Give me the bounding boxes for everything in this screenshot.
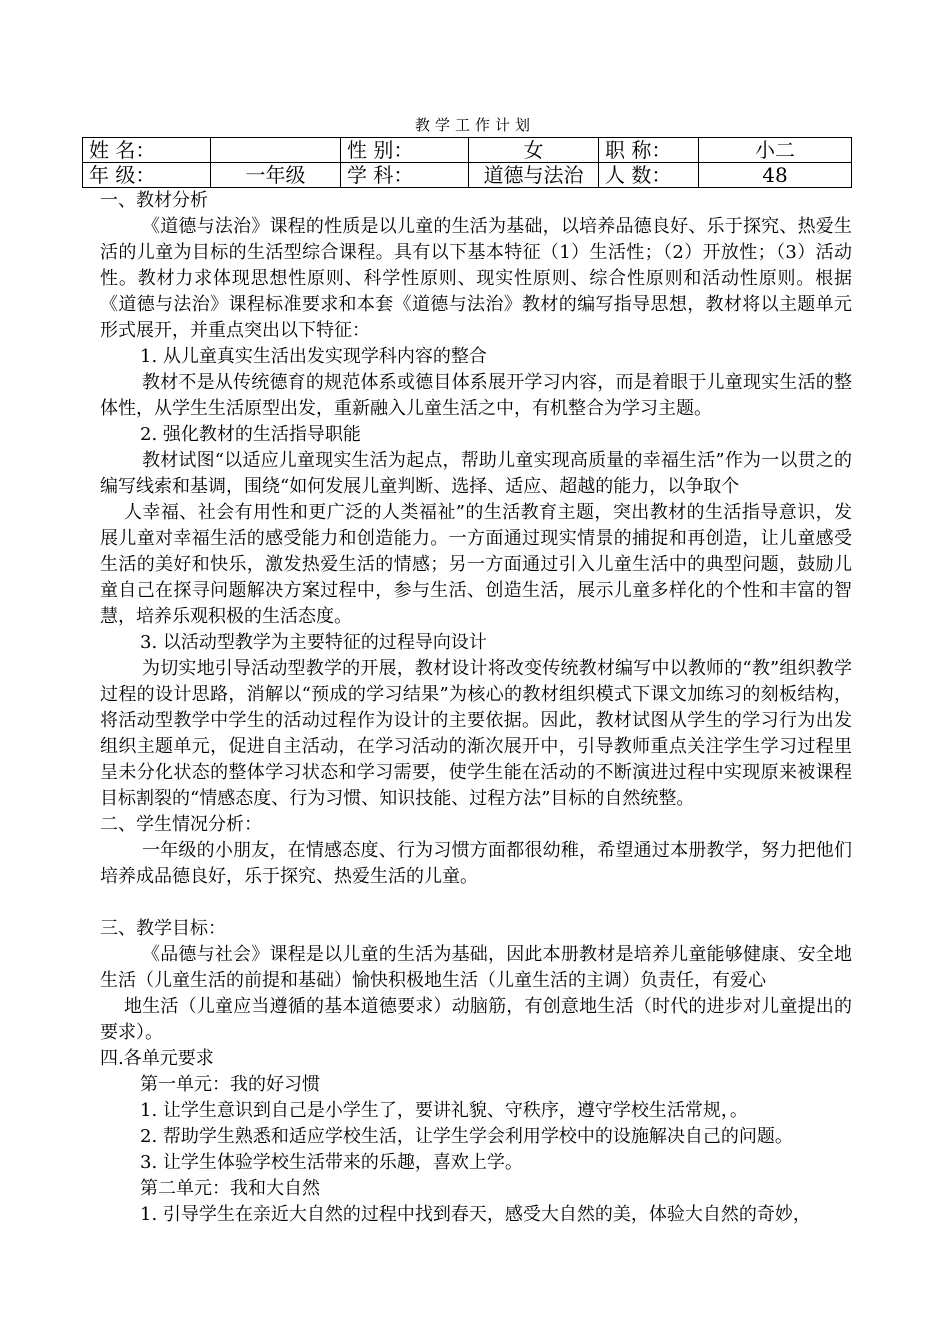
section-3-heading: 三、教学目标：: [100, 918, 226, 939]
section-3-paragraph-b: 地生活（儿童应当遵循的基本道德要求）动脑筋，有创意地生活（时代的进步对儿童提出的要求）。: [100, 996, 852, 1043]
unit-2-item: 1. 引导学生在亲近大自然的过程中找到春天，感受大自然的美，体验大自然的奇妙，: [140, 1204, 811, 1225]
feature-2-text-b: 人幸福、社会有用性和更广泛的人类福祉”的生活教育主题，突出教材的生活指导意识，发展儿童对幸福生活的感受能力和创造能力。一方面通过现实情景的捕捉和再创造，让儿童感受生活的美好和快乐，激发热爱生活的情感；另一方面通过引入儿童生活中的典型问题，鼓励儿童自己在探寻问题解决方案过程中，参与生活、创造生活，展示儿童多样化的个性和丰富的智慧，培养乐观积极的生活态度。: [100, 502, 852, 627]
section-4-heading: 四.各单元要求: [100, 1048, 214, 1069]
unit-1-item: 3. 让学生体验学校生活带来的乐趣，喜欢上学。: [140, 1152, 523, 1173]
gender-label: 性 别：: [341, 138, 469, 163]
feature-2-title: 2. 强化教材的生活指导职能: [140, 424, 361, 445]
feature-3-text: 为切实地引导活动型教学的开展，教材设计将改变传统教材编写中以教师的“教”组织教学过程的设计思路，消解以“预成的学习结果”为核心的教材组织模式下课文加练习的刻板结构，将活动型教学中学生的活动过程作为设计的主要依据。因此，教材试图从学生的学习行为出发组织主题单元，促进自主活动，在学习活动的渐次展开中，引导教师重点关注学生学习过程里呈未分化状态的整体学习状态和学习需要，使学生能在活动的不断演进过程中实现原来被课程目标割裂的“情感态度、行为习惯、知识技能、过程方法”目标的自然统整。: [100, 658, 852, 809]
rank-value: 小二: [699, 138, 852, 163]
section-2-paragraph: 一年级的小朋友，在情感态度、行为习惯方面都很幼稚，希望通过本册教学，努力把他们培养成品德良好，乐于探究、热爱生活的儿童。: [100, 840, 852, 887]
feature-2-text-a: 教材试图“以适应儿童现实生活为起点，帮助儿童实现高质量的幸福生活”作为一以贯之的编写线索和基调，围绕“如何发展儿童判断、选择、适应、超越的能力，以争取个: [100, 450, 852, 497]
feature-1-title: 1. 从儿童真实生活出发实现学科内容的整合: [140, 346, 487, 367]
rank-label: 职 称：: [599, 138, 699, 163]
feature-1-text: 教材不是从传统德育的规范体系或德目体系展开学习内容，而是着眼于儿童现实生活的整体性，从学生生活原型出发，重新融入儿童生活之中，有机整合为学习主题。: [100, 372, 852, 419]
unit-1-title: 第一单元：我的好习惯: [140, 1074, 320, 1095]
section-3-paragraph-a: 《品德与社会》课程是以儿童的生活为基础，因此本册教材是培养儿童能够健康、安全地生活（儿童生活的前提和基础）愉快积极地生活（儿童生活的主调）负责任，有爱心: [100, 944, 852, 991]
unit-1-item: 1. 让学生意识到自己是小学生了，要讲礼貌、守秩序，遵守学校生活常规，。: [140, 1100, 748, 1121]
section-2-heading: 二、学生情况分析：: [100, 814, 262, 835]
count-value: 48: [699, 163, 852, 188]
teacher-info-table: [82, 137, 852, 188]
grade-value: 一年级: [211, 163, 341, 188]
section-1-paragraph: 《道德与法治》课程的性质是以儿童的生活为基础，以培养品德良好、乐于探究、热爱生活的儿童为目标的生活型综合课程。具有以下基本特征（1）生活性；（2）开放性；（3）活动性。教材力求体现思想性原则、科学性原则、现实性原则、综合性原则和活动性原则。根据《道德与法治》课程标准要求和本套《道德与法治》教材的编写指导思想，教材将以主题单元形式展开，并重点突出以下特征：: [100, 216, 852, 341]
unit-1-item: 2. 帮助学生熟悉和适应学校生活，让学生学会利用学校中的设施解决自己的问题。: [140, 1126, 793, 1147]
gender-value: 女: [469, 138, 599, 163]
info-row-1: [83, 138, 852, 163]
subject-label: 学 科：: [341, 163, 469, 188]
document-body: [100, 188, 852, 1228]
name-label: 姓 名：: [83, 138, 211, 163]
info-row-2: [83, 163, 852, 188]
blank-line: [100, 890, 852, 916]
name-value: [211, 138, 341, 163]
subject-value: 道德与法治: [469, 163, 599, 188]
document-title: 教学工作计划: [414, 116, 535, 134]
section-1-heading: 一、教材分析: [100, 190, 208, 211]
grade-label: 年 级：: [83, 163, 211, 188]
count-label: 人 数：: [599, 163, 699, 188]
feature-3-title: 3. 以活动型教学为主要特征的过程导向设计: [140, 632, 487, 653]
unit-2-title: 第二单元：我和大自然: [140, 1178, 320, 1199]
